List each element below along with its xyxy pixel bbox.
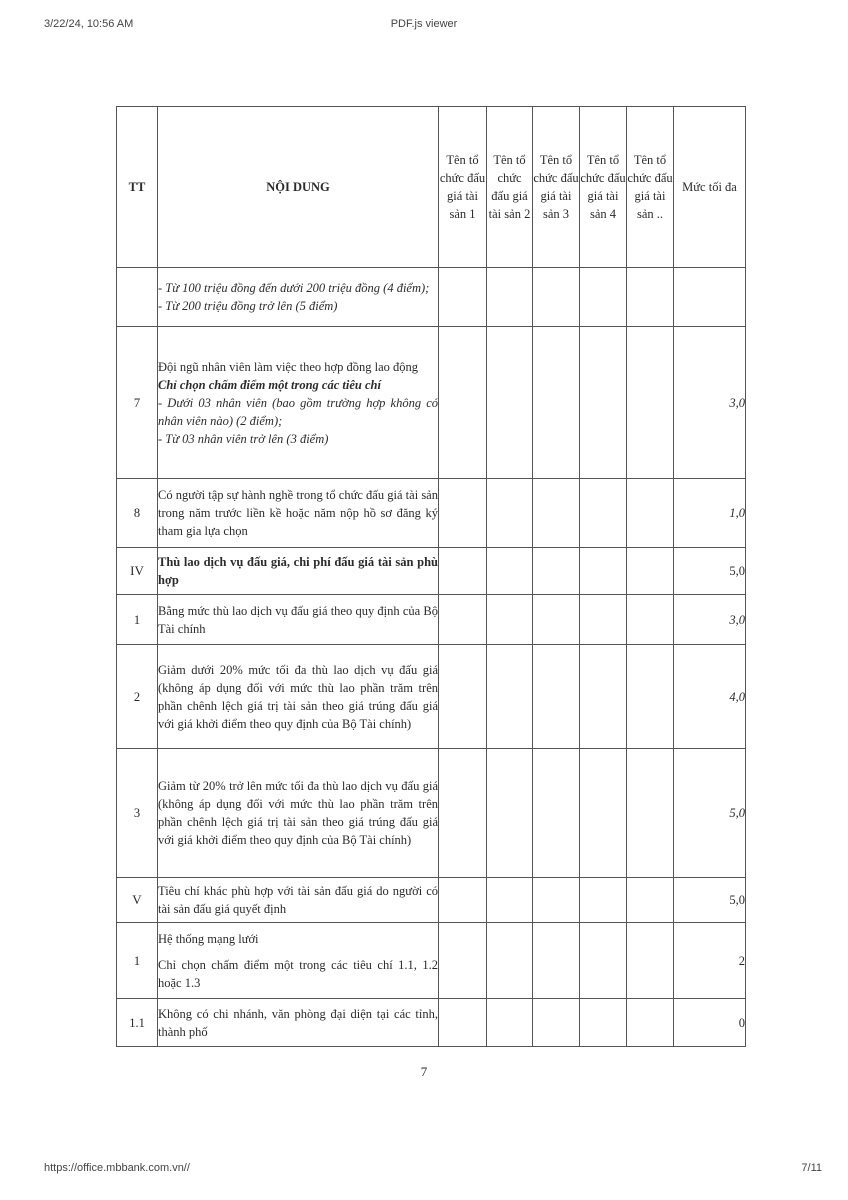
table-row bbox=[117, 878, 746, 923]
table-row bbox=[117, 999, 746, 1047]
row-content: Thù lao dịch vụ đấu giá, chi phí đấu giá tài sản phù hợp bbox=[158, 548, 439, 595]
footer-url: https://office.mbbank.com.vn// bbox=[44, 1162, 190, 1174]
row-max: 5,0 bbox=[674, 548, 746, 595]
row-tt: 2 bbox=[117, 645, 158, 749]
table-row bbox=[117, 327, 746, 479]
row-max: 5,0 bbox=[674, 749, 746, 878]
row-title: Đội ngũ nhân viên làm việc theo hợp đồng lao động bbox=[158, 359, 419, 374]
row-content: Bằng mức thù lao dịch vụ đấu giá theo quy định của Bộ Tài chính bbox=[158, 595, 439, 645]
table-row bbox=[117, 479, 746, 548]
header-content: NỘI DUNG bbox=[158, 107, 439, 268]
row-content bbox=[158, 923, 439, 999]
row-tt: 3 bbox=[117, 749, 158, 878]
row-tt: 8 bbox=[117, 479, 158, 548]
row-content: Có người tập sự hành nghề trong tổ chức đấu giá tài sản trong năm trước liền kề hoặc năm nộp hồ sơ đăng ký tham gia lựa chọn bbox=[158, 479, 439, 548]
header-org-3: Tên tổ chức đấu giá tài sản 3 bbox=[533, 107, 580, 268]
table-row bbox=[117, 595, 746, 645]
row-text: Chỉ chọn chấm điểm một trong các tiêu chí 1.1, 1.2 hoặc 1.3 bbox=[158, 957, 438, 990]
row-subtitle: Chỉ chọn chấm điểm một trong các tiêu chí bbox=[158, 377, 381, 392]
header-org-1: Tên tổ chức đấu giá tài sản 1 bbox=[439, 107, 487, 268]
header-org-4: Tên tổ chức đấu giá tài sản 4 bbox=[580, 107, 627, 268]
print-footer bbox=[0, 1162, 848, 1182]
row-max: 2 bbox=[674, 923, 746, 999]
row-max: 3,0 bbox=[674, 327, 746, 479]
print-title: PDF.js viewer bbox=[390, 18, 458, 30]
row-tt: 1.1 bbox=[117, 999, 158, 1047]
row-content bbox=[158, 327, 439, 479]
row-content: Giảm dưới 20% mức tối đa thù lao dịch vụ đấu giá (không áp dụng đối với mức thù lao phần trăm trên phần chênh lệch giá trị tài sản theo giá trúng đấu giá với giá khởi điểm theo quy định của Bộ Tài chính) bbox=[158, 645, 439, 749]
row-line: - Dưới 03 nhân viên (bao gồm trường hợp không có nhân viên nào) (2 điểm); bbox=[158, 395, 438, 428]
row-line: - Từ 03 nhân viên trở lên (3 điểm) bbox=[158, 431, 329, 446]
row-max: 5,0 bbox=[674, 878, 746, 923]
page-number: 7 bbox=[420, 1064, 428, 1079]
row-max: 0 bbox=[674, 999, 746, 1047]
row-tt: 1 bbox=[117, 595, 158, 645]
row-max: 4,0 bbox=[674, 645, 746, 749]
print-date: 3/22/24, 10:56 AM bbox=[44, 18, 134, 30]
row-content bbox=[158, 268, 439, 327]
table-row bbox=[117, 923, 746, 999]
header-org-2: Tên tổ chức đấu giá tài sản 2 bbox=[487, 107, 533, 268]
table-row bbox=[117, 548, 746, 595]
row-max bbox=[674, 268, 746, 327]
row-max: 1,0 bbox=[674, 479, 746, 548]
row-tt: 1 bbox=[117, 923, 158, 999]
table-header-row bbox=[117, 107, 746, 268]
row-content: Giảm từ 20% trở lên mức tối đa thù lao dịch vụ đấu giá (không áp dụng đối với mức thù lao phần trăm trên phần chênh lệch giá trị tài sản theo giá trúng đấu giá với giá khởi điểm theo quy định của Bộ Tài chính) bbox=[158, 749, 439, 878]
header-tt: TT bbox=[117, 107, 158, 268]
header-org-5: Tên tổ chức đấu giá tài sản .. bbox=[627, 107, 674, 268]
scoring-table bbox=[116, 106, 746, 1047]
row-tt bbox=[117, 268, 158, 327]
row-title: Hệ thống mạng lưới bbox=[158, 931, 259, 946]
row-tt: 7 bbox=[117, 327, 158, 479]
row-tt: IV bbox=[117, 548, 158, 595]
footer-page-count: 7/11 bbox=[801, 1162, 822, 1174]
table-row bbox=[117, 749, 746, 878]
row-content: Tiêu chí khác phù hợp với tài sản đấu giá do người có tài sản đấu giá quyết định bbox=[158, 878, 439, 923]
table-row bbox=[117, 645, 746, 749]
print-header bbox=[0, 12, 848, 32]
row-max: 3,0 bbox=[674, 595, 746, 645]
header-max: Mức tối đa bbox=[674, 107, 746, 268]
row-tt: V bbox=[117, 878, 158, 923]
row-content: Không có chi nhánh, văn phòng đại diện tại các tỉnh, thành phố bbox=[158, 999, 439, 1047]
row-line: - Từ 100 triệu đồng đến dưới 200 triệu đồng (4 điểm); bbox=[158, 281, 430, 295]
table-row bbox=[117, 268, 746, 327]
row-line: - Từ 200 triệu đồng trở lên (5 điểm) bbox=[158, 299, 338, 313]
